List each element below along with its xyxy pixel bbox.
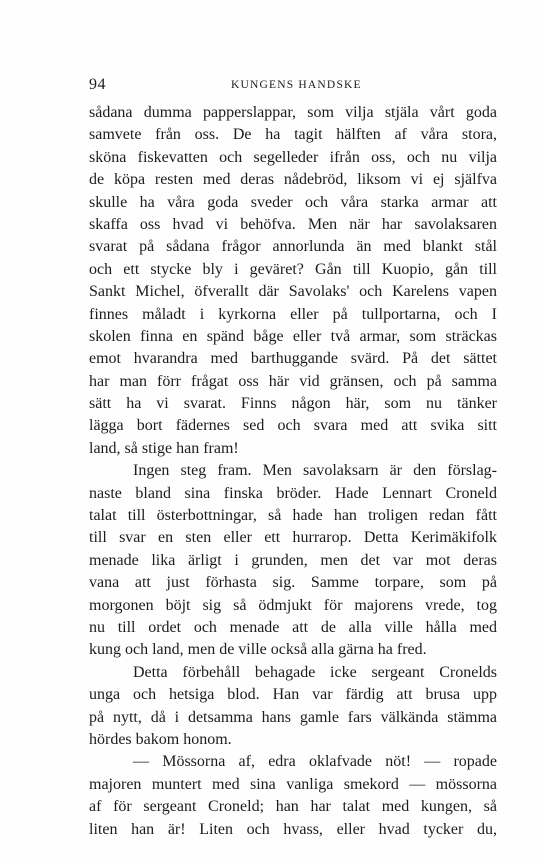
text-line: till svar en sten eller ett hurrarop. Detta Kerimäkifolk [89, 529, 497, 547]
text-line: majoren muntert med sina vanliga smekord — mössorna [89, 775, 497, 793]
text-line: morgonen böjt sig så ödmjukt för majorens vrede, tog [89, 596, 497, 614]
paragraph-end-line: kung och land, men de ville också alla gärna ha fred. [89, 641, 427, 659]
text-line: unga och hetsiga blod. Han var färdig att brusa upp [89, 686, 497, 704]
text-line: sådana dumma papperslappar, som vilja stjäla vårt goda [89, 104, 497, 121]
text-line: svarat på sådana frågor annorlunda än med blankt stål [89, 238, 497, 256]
page-header [89, 76, 497, 94]
text-line: liten han är! Liten och hvass, eller hvad tycker du, [89, 820, 497, 838]
dialogue-start-line: — Mössorna af, edra oklafvade nöt! — ropade [133, 753, 497, 771]
text-line: naste bland sina finska bröder. Hade Lennart Croneld [89, 484, 497, 502]
text-line: har man förr frågat oss här vid gränsen, och på samma [89, 372, 497, 390]
text-line: vana att just förhasta sig. Samme torpare, som på [89, 574, 497, 592]
text-line: sätt ha vi svarat. Finns någon här, som nu tänker [89, 395, 497, 413]
body-text [89, 102, 497, 841]
text-line: skaffa oss hvad vi behöfva. Men när har savolaksaren [89, 215, 497, 233]
text-line: finnes måladt i kyrkorna eller på tullportarna, och I [89, 305, 497, 323]
text-line: skolen finna en spänd båge eller två armar, som sträckas [89, 327, 497, 345]
paragraph-end-line: hördes bakom honom. [89, 730, 232, 748]
text-line: nu till ordet och menade att de alla ville hålla med [89, 618, 497, 636]
text-line: af för sergeant Croneld; han har talat med kungen, så [89, 798, 497, 816]
text-line: sköna fiskevatten och segelleder ifrån oss, och nu vilja [89, 148, 497, 166]
text-line: lägga bort fädernes sed och svara med att svika sitt [89, 417, 497, 435]
text-line: samvete från oss. De ha tagit hälften af våra stora, [89, 126, 497, 144]
running-title: KUNGENS HANDSKE [231, 79, 362, 91]
text-line: och ett stycke bly i geväret? Gån till Kuopio, gån till [89, 260, 497, 278]
text-line: skulle ha våra goda sveder och våra starka armar att [89, 193, 497, 211]
page-number: 94 [89, 76, 106, 93]
text-line: de köpa resten med deras nådebröd, liksom vi ej själfva [89, 171, 497, 189]
text-line: emot hvarandra med barthuggande svärd. På det sättet [89, 350, 497, 368]
paragraph-start-line: Ingen steg fram. Men savolaksarn är den förslag- [133, 462, 497, 480]
paragraph-start-line: Detta förbehåll behagade icke sergeant Cronelds [133, 663, 497, 681]
text-line: Sankt Michel, öfverallt där Savolaks' och Karelens vapen [89, 283, 497, 301]
text-line: talat till österbottningar, så hade han troligen redan fått [89, 507, 497, 525]
text-line: menade lika ärligt i grunden, men det var mot deras [89, 551, 497, 569]
text-line: på nytt, då i detsamma hans gamle fars välkända stämma [89, 708, 497, 726]
paragraph-end-line: land, så stige han fram! [89, 439, 239, 457]
